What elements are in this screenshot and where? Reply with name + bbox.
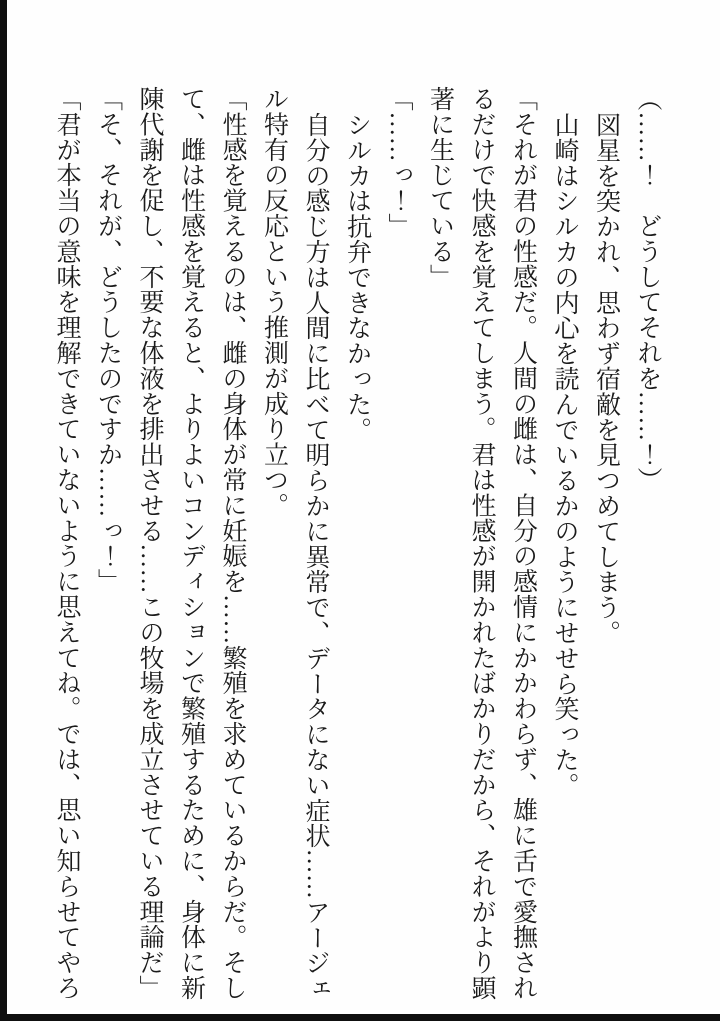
text-line: 「君が本当の意味を理解できていないように思えてね。では、思い知らせてやろ (53, 86, 80, 1001)
page-scan-edge-left (0, 0, 7, 1021)
paragraph-thought (627, 86, 669, 1002)
text-line: （……！ どうしてそれを……！） (634, 86, 661, 493)
page-scan-edge-bottom (0, 1014, 720, 1021)
text-line: ル特有の反応という推測が成り立つ。 (260, 86, 288, 518)
paragraph-dialogue (46, 86, 88, 1002)
text-line: 著に生じている」 (426, 86, 454, 290)
paragraph-narration (336, 86, 378, 1002)
text-line: 「……っ！」 (385, 86, 412, 239)
paragraph-narration (253, 86, 336, 1002)
paragraph-dialogue (129, 86, 254, 1002)
text-line: 「そ、それが、どうしたのですか……っ！」 (94, 86, 122, 594)
paragraph-narration (544, 86, 586, 1002)
paragraph-dialogue (87, 86, 129, 1002)
text-line: 陳代謝を促し、不要な体液を排出させる……この牧場を成立させている理論だ」 (136, 86, 163, 1001)
text-line: シルカは抗弁できなかった。 (343, 112, 371, 443)
paragraph-dialogue (378, 86, 420, 1002)
text-line: 山崎はシルカの内心を読んでいるかのようにせせら笑った。 (551, 112, 578, 798)
paragraph-narration (585, 86, 627, 1002)
text-line: 自分の感じ方は人間に比べて明らかに異常で、データにない症状……アージェ (302, 112, 329, 1001)
text-line: 図星を突かれ、思わず宿敵を見つめてしまう。 (592, 112, 620, 646)
text-line: 「性感を覚えるのは、雌の身体が常に妊娠を……繁殖を求めているからだ。そし (219, 86, 246, 1001)
paragraph-dialogue (419, 86, 544, 1002)
page-text (46, 86, 669, 1002)
text-line: て、雌は性感を覚えると、よりよいコンディションで繁殖するために、身体に新 (177, 86, 205, 1001)
text-line: 「それが君の性感だ。人間の雌は、自分の感情にかかわらず、雄に舌で愛撫され (509, 86, 537, 1001)
text-line: るだけで快感を覚えてしまう。君は性感が開かれたばかりだから、それがより顕 (468, 86, 495, 1001)
